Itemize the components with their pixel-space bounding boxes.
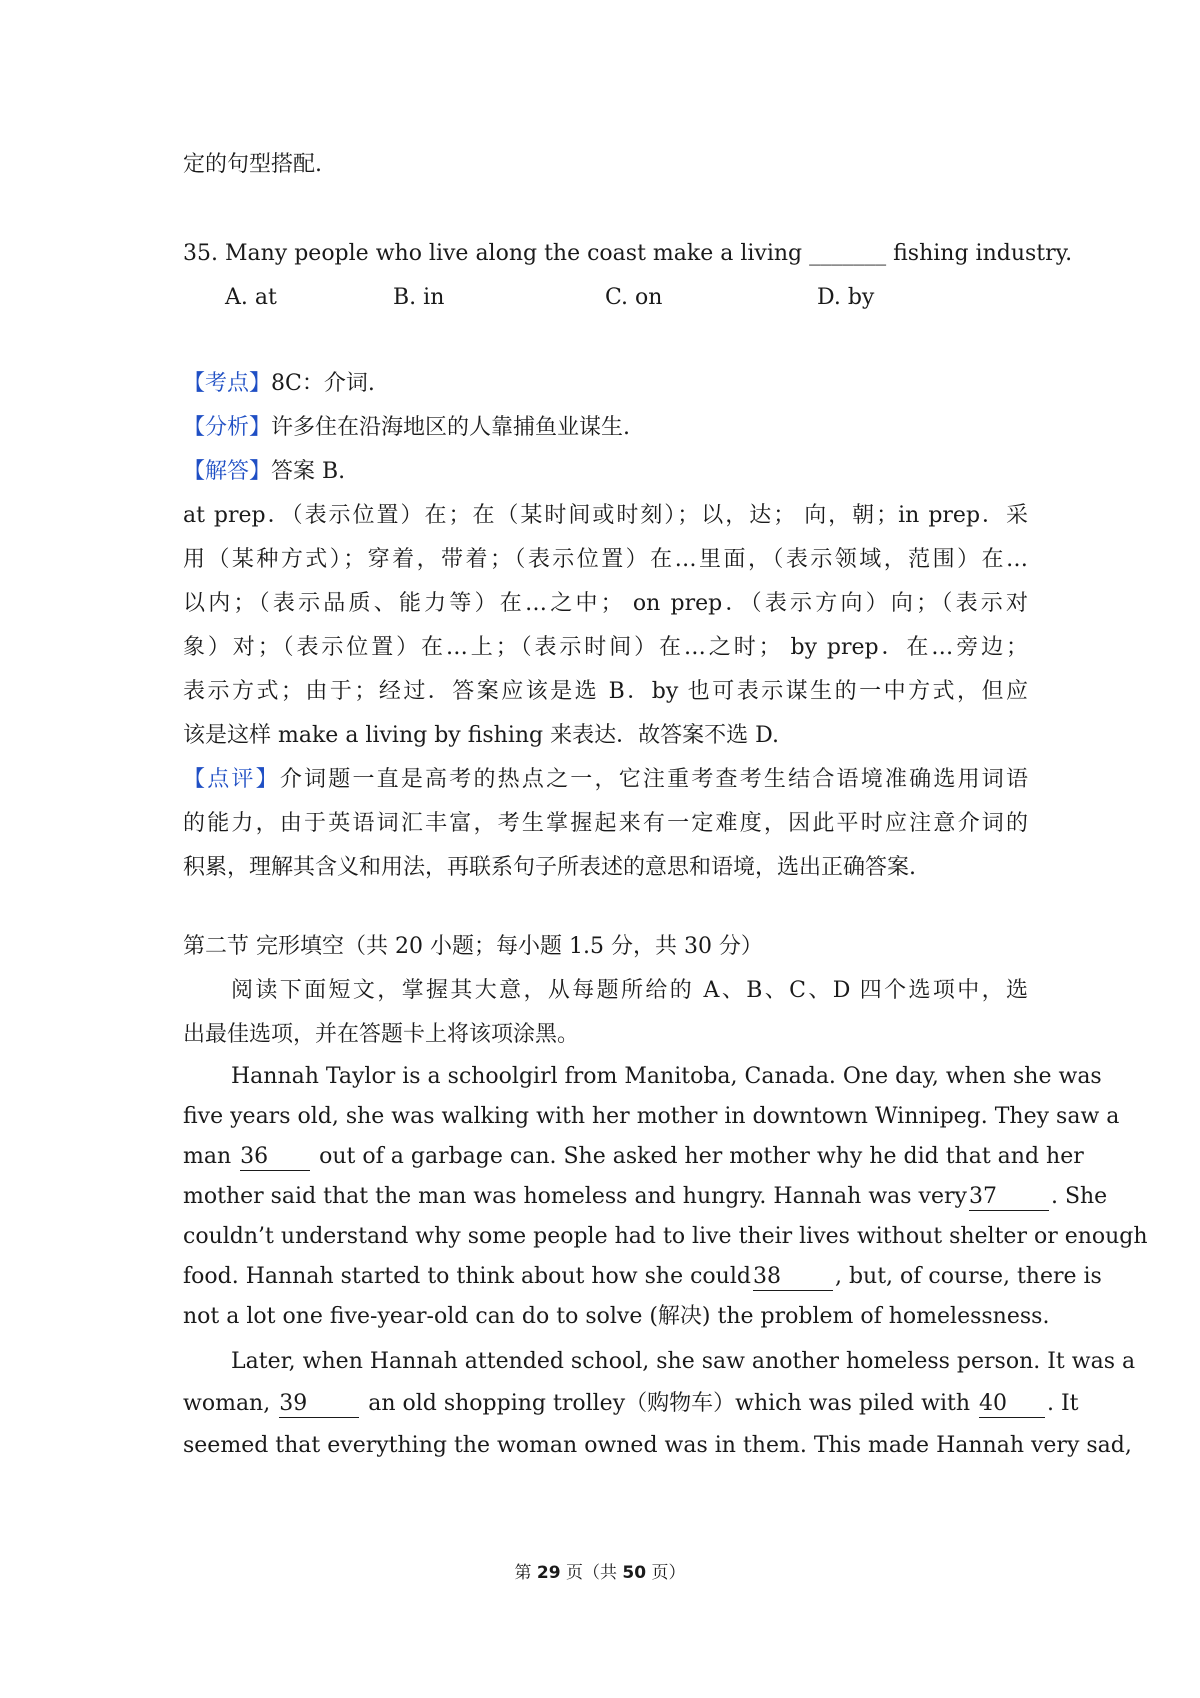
- page-content: [183, 145, 1148, 1467]
- kaodian-text: 8C：介词.: [271, 371, 375, 396]
- explain-line: at prep．（表示位置）在；在（某时间或时刻）；以，达； 向，朝；in prep．采: [183, 503, 1028, 528]
- section-2-heading: 第二节 完形填空（共 20 小题；每小题 1.5 分，共 30 分）: [183, 934, 763, 959]
- dianping-line: 的能力，由于英语词汇丰富，考生掌握起来有一定难度，因此平时应注意介词的: [183, 811, 1028, 836]
- passage-line: woman, 39 an old shopping trolley（购物车）which was piled with 40 . It: [183, 1391, 1079, 1416]
- section-2-instruction: 阅读下面短文，掌握其大意，从每题所给的 A、B、C、D 四个选项中，选: [231, 978, 1028, 1003]
- passage-line: food. Hannah started to think about how she could38 , but, of course, there is: [183, 1264, 1102, 1289]
- explain-line: 以内；（表示品质、能力等）在…之中； on prep．（表示方向）向；（表示对: [183, 591, 1028, 616]
- section-2: [183, 925, 1028, 1057]
- option-c: C. on: [605, 285, 663, 310]
- explain-line: 表示方式；由于；经过．答案应该是选 B．by 也可表示谋生的一中方式，但应: [183, 679, 1028, 704]
- option-a: A. at: [225, 285, 277, 310]
- explain-line: 象）对；（表示位置）在…上；（表示时间）在…之时； by prep．在…旁边；: [183, 635, 1028, 660]
- question-35-stem: 35. Many people who live along the coast make a living _______ fishing industry.: [183, 241, 1073, 266]
- question-35-blank: _______: [809, 241, 887, 266]
- analysis-block: [183, 362, 1028, 890]
- passage-line: not a lot one five-year-old can do to solve (解决) the problem of homelessness.: [183, 1304, 1050, 1329]
- passage-line: mother said that the man was homeless and hungry. Hannah was very37 . She: [183, 1184, 1108, 1209]
- continuation-line: 定的句型搭配.: [183, 152, 322, 177]
- jieda-text: 答案 B.: [271, 459, 346, 484]
- kaodian-line: [183, 362, 1028, 406]
- explain-line: 该是这样 make a living by fishing 来表达．故答案不选 D.: [183, 723, 779, 748]
- blank-39: 39: [279, 1391, 359, 1418]
- jieda-tag: 【解答】: [183, 459, 272, 484]
- passage-line: Hannah Taylor is a schoolgirl from Manitoba, Canada. One day, when she was: [231, 1064, 1102, 1089]
- blank-36: 36: [240, 1144, 310, 1171]
- question-35: [183, 232, 1073, 320]
- passage-line: Later, when Hannah attended school, she saw another homeless person. It was a: [231, 1349, 1136, 1374]
- explain-line: 用（某种方式）；穿着，带着；（表示位置）在…里面，（表示领域，范围）在…: [183, 547, 1028, 572]
- blank-38: 38: [753, 1264, 833, 1291]
- kaodian-tag: 【考点】: [183, 371, 272, 396]
- dianping-line: 【点评】介词题一直是高考的热点之一，它注重考查考生结合语境准确选用词语: [183, 767, 1028, 792]
- total-page-count: 50: [622, 1563, 647, 1583]
- section-2-instruction: 出最佳选项，并在答题卡上将该项涂黑。: [183, 1022, 580, 1047]
- blank-40: 40: [979, 1391, 1045, 1418]
- cloze-passage: [183, 1057, 1148, 1467]
- dianping-tag: 【点评】: [183, 767, 280, 792]
- jieda-line: [183, 450, 1028, 494]
- question-35-options: [183, 276, 1028, 320]
- passage-line: five years old, she was walking with her mother in downtown Winnipeg. They saw a: [183, 1104, 1120, 1129]
- page-footer: 第 29 页（共 50 页）: [514, 1563, 686, 1583]
- fenxi-tag: 【分析】: [183, 415, 272, 440]
- passage-line: seemed that everything the woman owned was in them. This made Hannah very sad,: [183, 1433, 1132, 1458]
- fenxi-text: 许多住在沿海地区的人靠捕鱼业谋生.: [271, 415, 631, 440]
- passage-line: couldn’t understand why some people had to live their lives without shelter or enough: [183, 1224, 1148, 1249]
- blank-37: 37: [969, 1184, 1049, 1211]
- option-d: D. by: [817, 285, 875, 310]
- current-page-number: 29: [536, 1563, 561, 1583]
- option-b: B. in: [393, 285, 445, 310]
- fenxi-line: [183, 406, 1028, 450]
- passage-line: man 36 out of a garbage can. She asked her mother why he did that and her: [183, 1144, 1084, 1169]
- dianping-line: 积累，理解其含义和用法，再联系句子所表述的意思和语境，选出正确答案.: [183, 855, 916, 880]
